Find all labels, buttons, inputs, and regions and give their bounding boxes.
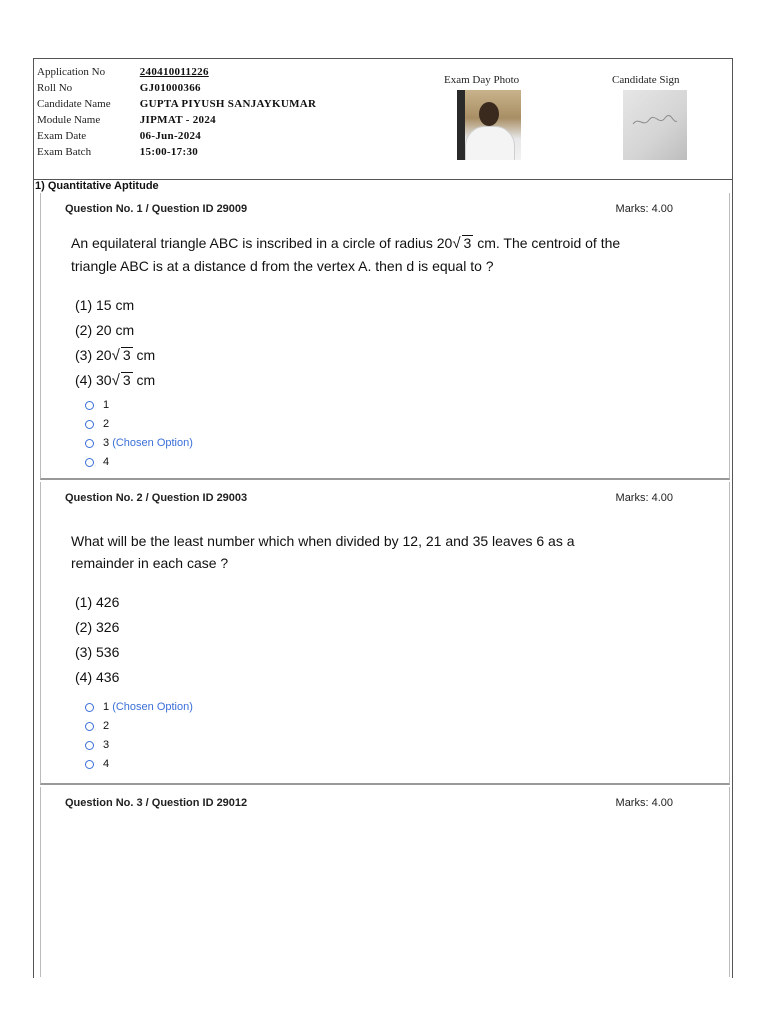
option-text: 436 <box>96 669 120 685</box>
question-1-option-3 <box>75 343 155 368</box>
option-text: 536 <box>96 644 120 660</box>
option-root: 3 <box>122 347 131 363</box>
question-2-line-1: What will be the least number which when divided by 12, 21 and 35 leaves 6 as a <box>71 533 575 549</box>
exam-date-value: 06-Jun-2024 <box>139 130 202 142</box>
question-2-radio-4[interactable] <box>85 755 193 774</box>
radio-circle-icon[interactable] <box>85 703 94 712</box>
radio-circle-icon[interactable] <box>85 439 94 448</box>
question-2-radio-group <box>85 698 193 774</box>
question-1-radio-group <box>85 396 193 472</box>
exam-batch-value: 15:00-17:30 <box>139 146 199 158</box>
application-no-row <box>37 64 316 80</box>
question-1-line-1-b: cm. The centroid of the <box>473 235 621 251</box>
photo-head <box>479 102 499 126</box>
radio-label: 1 <box>103 399 110 411</box>
sqrt-icon: √ <box>111 347 120 364</box>
roll-no-value: GJ01000366 <box>139 82 201 94</box>
question-3-card <box>40 787 730 977</box>
module-label: Module Name <box>37 114 101 126</box>
question-2-options <box>75 590 119 690</box>
question-1-options <box>75 293 155 393</box>
option-number: (2) <box>75 619 93 635</box>
candidate-name-value: GUPTA PIYUSH SANJAYKUMAR <box>139 98 317 110</box>
option-number: (4) <box>75 372 93 388</box>
question-1-line-1-a: An equilateral triangle ABC is inscribed in a circle of radius 20 <box>71 235 453 251</box>
question-3-header: Question No. 3 / Question ID 29012 <box>65 797 248 809</box>
question-1-option-4 <box>75 368 155 393</box>
candidate-signature-image <box>623 90 687 160</box>
question-1-radio-3[interactable] <box>85 434 193 453</box>
question-2-card <box>40 482 730 785</box>
question-1-line-1 <box>71 232 721 255</box>
radio-circle-icon[interactable] <box>85 458 94 467</box>
question-1-root: 3 <box>463 235 472 251</box>
exam-batch-row <box>37 144 316 160</box>
sqrt-icon: √ <box>111 372 120 389</box>
candidate-sign-label: Candidate Sign <box>612 74 680 86</box>
option-text: 326 <box>96 619 120 635</box>
radio-circle-icon[interactable] <box>85 420 94 429</box>
photo-body <box>465 126 515 160</box>
question-3-marks: Marks: 4.00 <box>615 797 673 809</box>
radio-label: 2 <box>103 720 110 732</box>
radio-label: 4 <box>103 456 110 468</box>
option-unit: cm <box>132 372 156 388</box>
exam-date-label: Exam Date <box>37 130 87 142</box>
option-number: (3) <box>75 347 93 363</box>
option-number: (4) <box>75 669 93 685</box>
module-value: JIPMAT - 2024 <box>139 114 216 126</box>
question-2-option-1 <box>75 590 119 615</box>
radio-label: 3 <box>103 739 110 751</box>
question-2-radio-3[interactable] <box>85 736 193 755</box>
question-2-option-4 <box>75 665 119 690</box>
sqrt-icon: √ <box>452 235 461 252</box>
question-1-header: Question No. 1 / Question ID 29009 <box>65 203 248 215</box>
question-1-text <box>71 232 721 277</box>
option-text: 426 <box>96 594 120 610</box>
question-2-radio-2[interactable] <box>85 717 193 736</box>
question-2-radio-1[interactable] <box>85 698 193 717</box>
option-number: (2) <box>75 322 93 338</box>
roll-no-row <box>37 80 316 96</box>
application-no-label: Application No <box>37 66 106 78</box>
radio-label: 3 <box>103 437 110 449</box>
question-2-option-3 <box>75 640 119 665</box>
question-1-card <box>40 193 730 480</box>
exam-batch-label: Exam Batch <box>37 146 92 158</box>
exam-date-row <box>37 128 316 144</box>
candidate-info <box>37 64 316 160</box>
question-1-line-2: triangle ABC is at a distance d from the vertex A. then d is equal to ? <box>71 258 494 274</box>
question-2-header: Question No. 2 / Question ID 29003 <box>65 492 248 504</box>
option-number: (1) <box>75 297 93 313</box>
question-2-marks: Marks: 4.00 <box>615 492 673 504</box>
exam-day-photo-label: Exam Day Photo <box>444 74 520 86</box>
radio-label: 1 <box>103 701 110 713</box>
section-title: 1) Quantitative Aptitude <box>33 179 733 193</box>
candidate-name-label: Candidate Name <box>37 98 111 110</box>
chosen-option-label: (Chosen Option) <box>112 437 193 449</box>
roll-no-label: Roll No <box>37 82 73 94</box>
radio-circle-icon[interactable] <box>85 741 94 750</box>
chosen-option-label: (Chosen Option) <box>112 701 193 713</box>
radio-circle-icon[interactable] <box>85 722 94 731</box>
question-2-line-2: remainder in each case ? <box>71 555 229 571</box>
question-1-option-1 <box>75 293 155 318</box>
question-1-radio-4[interactable] <box>85 453 193 472</box>
option-unit: cm <box>132 347 156 363</box>
radio-circle-icon[interactable] <box>85 401 94 410</box>
option-text: 15 cm <box>96 297 135 313</box>
module-row <box>37 112 316 128</box>
option-text: 20 cm <box>96 322 135 338</box>
option-number: (3) <box>75 644 93 660</box>
option-coefficient: 30 <box>96 372 112 388</box>
question-1-option-2 <box>75 318 155 343</box>
radio-circle-icon[interactable] <box>85 760 94 769</box>
option-number: (1) <box>75 594 93 610</box>
question-1-marks: Marks: 4.00 <box>615 203 673 215</box>
radio-label: 2 <box>103 418 110 430</box>
question-1-radio-2[interactable] <box>85 415 193 434</box>
option-root: 3 <box>122 372 131 388</box>
exam-day-photo <box>457 90 521 160</box>
candidate-name-row <box>37 96 316 112</box>
question-2-text <box>71 530 721 574</box>
question-2-option-2 <box>75 615 119 640</box>
application-no-value: 240410011226 <box>139 66 209 78</box>
signature-scribble <box>631 112 679 132</box>
question-1-radio-1[interactable] <box>85 396 193 415</box>
option-coefficient: 20 <box>96 347 112 363</box>
photo-background-shade <box>457 90 465 160</box>
radio-label: 4 <box>103 758 110 770</box>
